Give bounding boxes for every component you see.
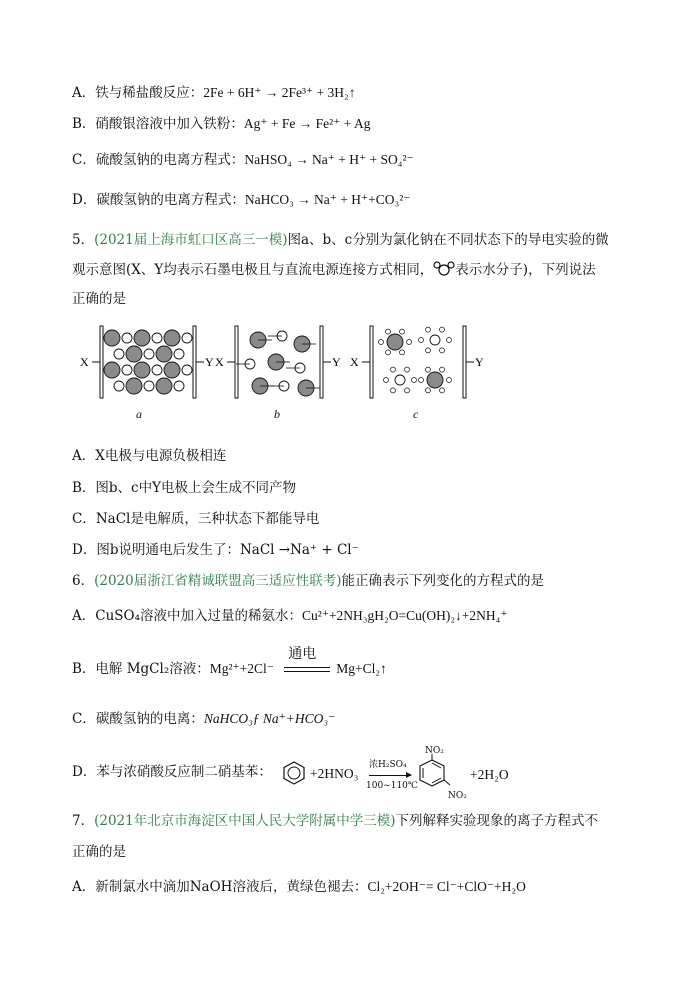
- nitric-acid-reagent: +2HNO₃: [310, 766, 359, 781]
- water-molecule: [386, 329, 391, 334]
- reaction-arrow: [369, 775, 411, 776]
- sodium-ion: [114, 381, 124, 391]
- sodium-ion: [114, 349, 124, 359]
- electrode-y-label: Y: [205, 355, 214, 369]
- no2-bottom: NO₂: [448, 791, 467, 801]
- electrode-y: [193, 326, 196, 398]
- q4-option-a: A．铁与稀盐酸反应：2Fe + 6H⁺ → 2Fe³⁺ + 3H₂↑: [72, 85, 356, 101]
- q5-source: (2021届上海市虹口区高三一模): [94, 232, 288, 248]
- caption-b: b: [274, 407, 280, 421]
- caption-a: a: [136, 407, 142, 421]
- water-molecule-icon: [433, 261, 455, 277]
- water-molecule: [426, 327, 431, 332]
- electrode-x-label: X: [80, 355, 89, 369]
- water-molecule: [440, 327, 445, 332]
- chloride-ion: [104, 362, 120, 378]
- no2-top: NO₂: [425, 746, 444, 756]
- electrode-x: [235, 326, 238, 398]
- q5-option-c: C．NaCl是电解质，三种状态下都能导电: [72, 511, 320, 527]
- water-molecule: [412, 378, 417, 383]
- electrode-x-label: X: [350, 355, 359, 369]
- chloride-ion: [104, 330, 120, 346]
- water-molecule: [426, 367, 431, 372]
- water-molecule: [405, 367, 410, 372]
- sodium-ion: [122, 333, 132, 343]
- condition-bottom: 100~110℃: [366, 781, 418, 791]
- q7-option-a: A．新制氯水中滴加NaOH溶液后，黄绿色褪去：Cl₂+2OH⁻= Cl⁻+ClO⁻+H₂O: [72, 879, 526, 895]
- sodium-ion: [144, 349, 154, 359]
- q5-option-a: A．X电极与电源负极相连: [72, 448, 227, 464]
- electrolysis-arrow: 通电: [284, 667, 330, 672]
- electrode-y-label: Y: [475, 355, 484, 369]
- water-molecule: [407, 340, 412, 345]
- water-molecule: [426, 388, 431, 393]
- sodium-ion: [144, 381, 154, 391]
- q5-option-b: B．图b、c中Y电极上会生成不同产物: [72, 480, 297, 496]
- chloride-ion: [134, 362, 150, 378]
- q6-option-b: B．电解 MgCl₂溶液：Mg²⁺+2Cl⁻ 通电 Mg+Cl₂↑: [72, 646, 387, 677]
- q4-option-b: B．硝酸银溶液中加入铁粉：Ag⁺ + Fe → Fe²⁺ + Ag: [72, 116, 371, 132]
- sodium-ion: [174, 381, 184, 391]
- water-molecule: [405, 388, 410, 393]
- water-molecule: [440, 367, 445, 372]
- q7-stem-line1: 7．(2021年北京市海淀区中国人民大学附属中学三模)下列解释实验现象的离子方程式不: [72, 813, 598, 829]
- q4-option-c: C．硫酸氢钠的电离方程式：NaHSO₄ → Na⁺ + H⁺ + SO₄²⁻: [72, 152, 414, 168]
- hydrated-sodium-ion: [430, 335, 440, 345]
- water-molecule: [384, 378, 389, 383]
- q5-option-d: D．图b说明通电后发生了：NaCl →Na⁺ + Cl⁻: [72, 542, 359, 558]
- sodium-ion: [174, 349, 184, 359]
- hydrated-sodium-ion: [395, 375, 405, 385]
- q7-stem-line2: 正确的是: [72, 844, 126, 860]
- q6-option-c: C．碳酸氢钠的电离：NaHCO₃ƒ Na⁺+HCO₃⁻: [72, 711, 336, 727]
- q6-source: (2020届浙江省精诚联盟高三适应性联考): [94, 573, 342, 589]
- water-molecule: [440, 348, 445, 353]
- water-molecule: [419, 338, 424, 343]
- chloride-ion: [156, 378, 172, 394]
- water-molecule: [447, 378, 452, 383]
- chloride-ion: [134, 330, 150, 346]
- benzene-ring-icon: [281, 760, 307, 786]
- sodium-ion: [182, 333, 192, 343]
- water-product: +2H₂O: [470, 767, 509, 782]
- electrode-y: [320, 326, 323, 398]
- water-molecule: [391, 388, 396, 393]
- diagram-a: [80, 326, 214, 398]
- q5-stem-line2: 观示意图(X、Y均表示石墨电极且与直流电源连接方式相同， 表示水分子)，下列说法: [72, 262, 596, 278]
- diagram-c: [350, 326, 484, 398]
- sodium-ion: [152, 365, 162, 375]
- electrode-x: [370, 326, 373, 398]
- water-molecule: [379, 340, 384, 345]
- q6-stem: 6．(2020届浙江省精诚联盟高三适应性联考)能正确表示下列变化的方程式的是: [72, 573, 544, 589]
- electrode-x-label: X: [215, 355, 224, 369]
- water-molecule: [426, 348, 431, 353]
- q5-stem-line1: 5．(2021届上海市虹口区高三一模)图a、b、c分别为氯化钠在不同状态下的导电实验的微: [72, 232, 609, 248]
- chloride-ion: [164, 330, 180, 346]
- water-molecule: [386, 350, 391, 355]
- water-molecule: [447, 338, 452, 343]
- sodium-ion: [122, 365, 132, 375]
- q4-option-d: D．碳酸氢钠的电离方程式：NaHCO₃ → Na⁺ + H⁺+CO₃²⁻: [72, 192, 411, 208]
- q6-option-a: A．CuSO₄溶液中加入过量的稀氨水：Cu²⁺+2NH₃gH₂O=Cu(OH)₂↓+2NH₄⁺: [72, 608, 508, 624]
- caption-c: c: [413, 407, 419, 421]
- electrode-x: [100, 326, 103, 398]
- condition-top: 浓H₂SO₄: [369, 760, 407, 770]
- diagram-b: [215, 326, 341, 398]
- electrode-y-label: Y: [332, 355, 341, 369]
- hydrated-chloride-ion: [427, 372, 443, 388]
- q5-stem-line3: 正确的是: [72, 291, 126, 307]
- water-molecule: [400, 329, 405, 334]
- electrolysis-diagram: [70, 322, 500, 402]
- electrode-y: [463, 326, 466, 398]
- chloride-ion: [126, 378, 142, 394]
- water-molecule: [440, 388, 445, 393]
- chloride-ion: [156, 346, 172, 362]
- water-molecule: [419, 378, 424, 383]
- chloride-ion: [164, 362, 180, 378]
- sodium-ion: [182, 365, 192, 375]
- chloride-ion: [126, 346, 142, 362]
- water-molecule: [391, 367, 396, 372]
- q7-source: (2021年北京市海淀区中国人民大学附属中学三模): [94, 813, 396, 829]
- water-molecule: [400, 350, 405, 355]
- q6-option-d: D．苯与浓硝酸反应制二硝基苯：: [72, 764, 272, 780]
- sodium-ion: [152, 333, 162, 343]
- hydrated-chloride-ion: [387, 334, 403, 350]
